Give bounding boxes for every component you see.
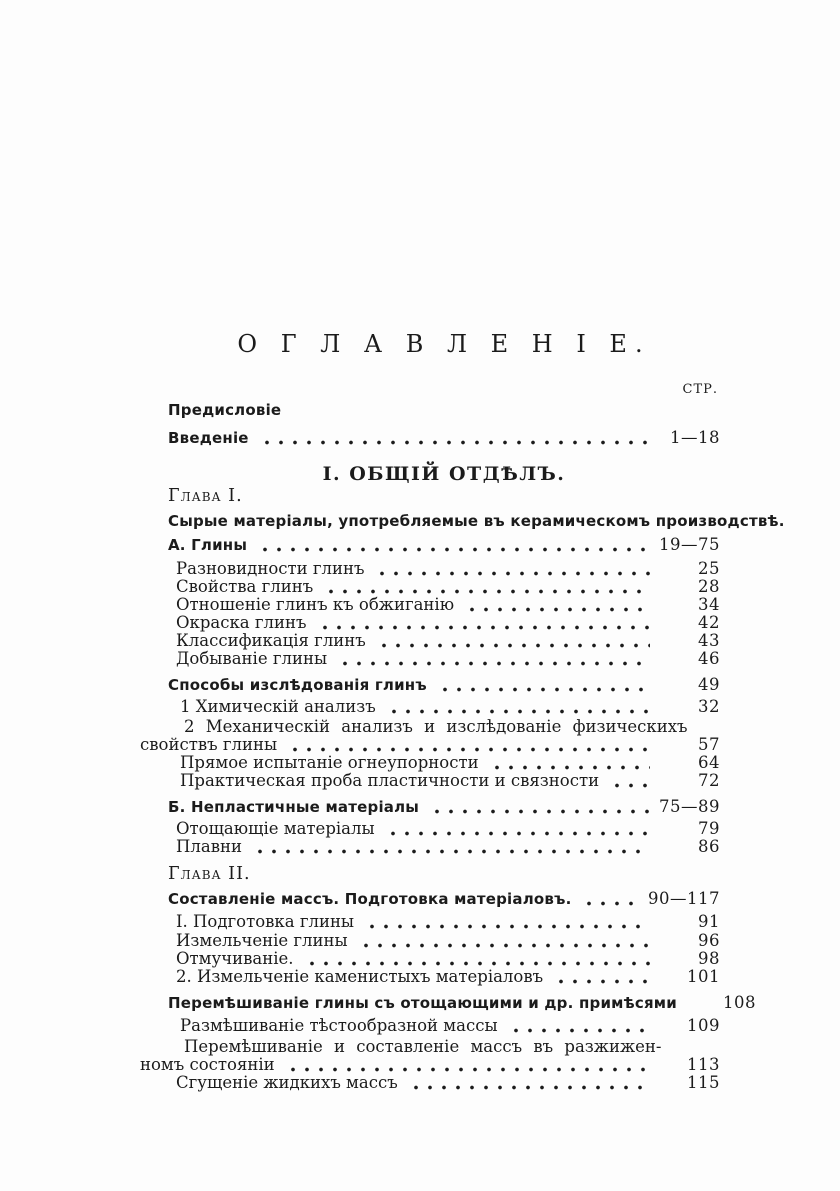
toc-rows [140,401,785,1092]
toc-entry-label: Разновидности глинъ [176,559,365,578]
toc-entry-label: Перемѣшиваніе глины съ отощающими и др. примѣсями [168,994,677,1012]
toc-page-number: 64 [698,753,720,772]
toc-page-number: 98 [698,949,720,968]
toc-page-number: 1—18 [670,428,720,447]
dot-leader [363,924,650,929]
dot-leader [251,849,650,854]
toc-entry [168,1038,720,1056]
dot-leader [436,687,650,692]
toc-entry [168,632,720,650]
toc-entry-label: 1 Химическій анализъ [180,697,376,716]
toc-entry-label: Размѣшиваніе тѣстообразной массы [180,1016,498,1035]
toc-entry [140,1055,720,1074]
toc-entry-label: Классификація глинъ [176,631,366,650]
dot-leader [322,589,650,594]
toc-entry [168,932,720,950]
dot-leader [336,661,650,666]
toc-page-number: 43 [698,631,720,650]
toc-entry-label: Сырые матеріалы, употребляемые въ керамическомъ производствѣ. [168,512,785,530]
toc-entry-label: Отмучиваніе. [176,949,294,968]
toc-page-number: 96 [698,931,720,950]
toc-page-number: 115 [687,1073,720,1092]
dot-leader [303,961,650,966]
toc-entry-label: Окраска глинъ [176,613,307,632]
toc-page-number: 75—89 [659,797,720,816]
dot-leader [258,440,650,445]
toc-section-heading: I. ОБЩІЙ ОТДѢЛЪ. [322,463,566,485]
toc-page-number: 42 [698,613,720,632]
dot-leader [290,412,650,417]
toc-entry [168,698,720,716]
toc-entry [168,401,720,419]
toc-page-number: 86 [698,837,720,856]
dot-leader [357,943,650,948]
toc-page-number: 113 [687,1055,720,1074]
toc-entry-label: свойствъ глины [140,735,278,754]
toc-entry-label: Измельченіе глины [176,931,348,950]
toc-entry [168,950,720,968]
toc-entry [168,429,720,447]
toc-page-number: 72 [698,771,720,790]
toc-entry [168,578,720,596]
toc-entry [168,820,720,838]
toc-entry-label: Сгущеніе жидкихъ массъ [176,1073,398,1092]
toc-page-number: 28 [698,577,720,596]
toc-page-number: 25 [698,559,720,578]
page-title: О Г Л А В Л Е Н І Е. [237,330,651,358]
toc-page-number: 19—75 [659,535,720,554]
toc-entry [168,890,720,908]
toc-entry-label: Отношеніе глинъ къ обжиганію [176,595,455,614]
toc-chapter-heading: Глава II. [168,864,251,884]
toc-entry-label: А. Глины [168,536,248,554]
page-column-header: СТР. [682,382,718,397]
dot-leader [552,979,650,984]
toc-entry-label: номъ состояніи [140,1055,275,1074]
toc-entry [168,596,720,614]
toc-entry [168,798,720,816]
toc-entry [168,560,720,578]
toc-entry [168,1074,720,1092]
toc-page-number: 109 [687,1016,720,1035]
toc-entry-label: Плавни [176,837,242,856]
dot-leader [488,765,650,770]
toc-page-number: 91 [698,912,720,931]
toc-entry-label: Свойства глинъ [176,577,314,596]
dot-leader [375,643,650,648]
toc-entry [168,838,720,856]
dot-leader [385,709,650,714]
toc-entry [168,650,720,668]
toc-entry [168,512,785,530]
dot-leader [580,901,638,906]
dot-leader [316,625,651,630]
toc-entry-label: Отощающіе матеріалы [176,819,375,838]
toc-entry [168,536,720,554]
toc-entry-label: I. Подготовка глины [176,912,355,931]
dot-leader [407,1085,650,1090]
toc-page-number: 90—117 [648,889,720,908]
dot-leader [507,1028,650,1033]
toc-entry [168,913,720,931]
toc-page-number: 79 [698,819,720,838]
toc-entry-label: Введеніе [168,429,249,447]
toc-entry-label: Предисловіе [168,401,282,419]
dot-leader [608,783,650,788]
toc-entry-label: Составленіе массъ. Подготовка матеріаловъ. [168,890,572,908]
dot-leader [286,747,650,752]
toc-page-number: 57 [698,735,720,754]
toc-page-number: 32 [698,697,720,716]
toc-entry [168,772,720,790]
toc-entry-label: Перемѣшиваніе и составленіе массъ въ разжижен- [184,1037,662,1056]
dot-leader [428,809,649,814]
toc-entry-label: 2. Измельченіе каменистыхъ матеріаловъ [176,967,544,986]
toc-entry [168,754,720,772]
toc-entry [168,614,720,632]
dot-leader [384,831,650,836]
toc-entry-label: Практическая проба пластичности и связности [180,771,600,790]
toc-page-number: 101 [687,967,720,986]
dot-leader [284,1067,650,1072]
toc-entry-label: 2 Механическій анализъ и изслѣдованіе физическихъ [184,717,688,736]
toc-chapter-heading: Глава I. [168,486,243,506]
dot-leader [373,571,650,576]
toc-entry [168,968,720,986]
toc-content [140,330,785,1092]
toc-entry [168,718,720,736]
dot-leader [463,607,650,612]
toc-entry-label: Добываніе глины [176,649,328,668]
dot-leader [256,547,649,552]
toc-entry [168,676,720,694]
toc-page-number: 49 [698,675,720,694]
toc-entry-label: Б. Непластичные матеріалы [168,798,420,816]
toc-entry [140,735,720,754]
toc-entry-label: Способы изслѣдованія глинъ [168,676,427,694]
toc-page-number: 108 [722,993,756,1012]
toc-page-number: 46 [698,649,720,668]
toc-entry-label: Прямое испытаніе огнеупорности [180,753,479,772]
toc-entry [168,993,756,1012]
toc-entry [168,1017,720,1035]
toc-page-number: 34 [698,595,720,614]
